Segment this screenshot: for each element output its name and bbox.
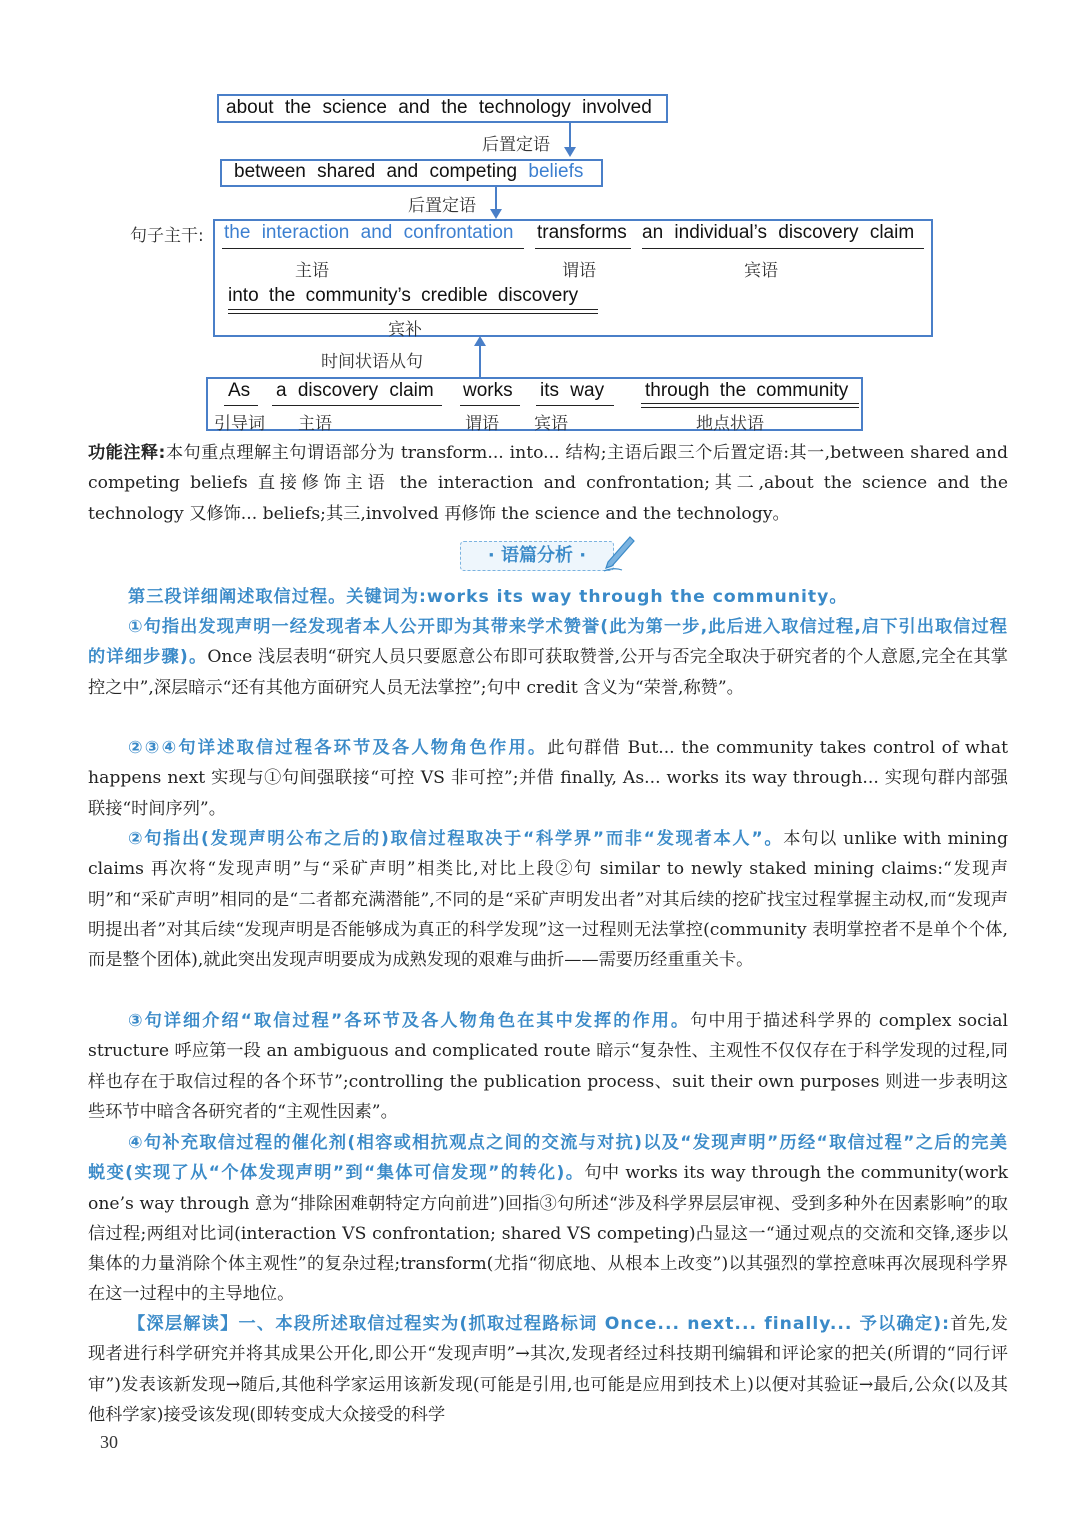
paragraph-3-highlight: ②句指出(发现声明公布之后的)取信过程取决于“科学界”而非“发现者本人”。 — [128, 829, 784, 849]
clause-subject: a discovery claim — [276, 380, 434, 401]
arrow-3 — [479, 345, 481, 377]
paragraph-1-highlight: ①句指出发现声明一经发现者本人公开即为其带来学术赞誉(此为第一步,此后进入取信过程,启下引出取信过程的详细步骤)。 — [88, 617, 1008, 668]
paragraph-intro — [88, 582, 1008, 612]
paragraph-deep — [88, 1309, 1008, 1430]
paragraph-1-text: Once 浅层表明“研究人员只要愿意公布即可获取赞誉,公开与否完全取决于研究者的个人意愿,完全在其掌控之中”,深层暗示“还有其他方面研究人员无法掌控”;句中 credit 含义为“荣誉,称赞”。 — [88, 647, 1008, 698]
predicate-underline — [535, 248, 631, 249]
pen-icon — [600, 534, 636, 574]
label-clause-adverbial: 地点状语 — [696, 414, 764, 434]
label-clause-subject: 主语 — [298, 414, 332, 434]
paragraph-deep-highlight: 【深层解读】一、本段所述取信过程实为(抓取过程路标词 Once... next... finally... 予以确定): — [128, 1314, 951, 1334]
label-complement: 宾补 — [388, 320, 422, 340]
clause-as: As — [228, 380, 251, 401]
arrow-2-head — [490, 209, 502, 219]
paragraph-3-text: 本句以 unlike with mining claims 再次将“发现声明”与“采矿声明”相类比,对比上段②句 similar to newly staked mining claims:“发现声明”和“采矿声明”相同的是“二者都充满潜能”,不同的是“采矿声明发出者”对其后续的挖矿找宝过程掌握主动权,而“发现声明提出者”对其后续“发现声明是否能够成为真正的科学发现”这一过程则无法掌控(community 表明掌控者不是单个个体,而是整个团体),就此突出发现声明要成为成熟发现的艰难与曲折——需要历经重重关卡。 — [88, 829, 1009, 971]
arrow-1 — [569, 123, 571, 148]
label-subject: 主语 — [295, 261, 329, 281]
phrase-between-highlight: beliefs — [528, 161, 584, 182]
label-conj: 引导词 — [214, 414, 265, 434]
paragraph-4-text: 句中用于描述科学界的 complex social structure 呼应第一段 an ambiguous and complicated route 暗示“复杂性、主观性不仅仅存在于科学发现的过程,同样也存在于取信过程的各个环节”;controlling the publication process、suit their own purposes 则进一步表明这些环节中暗含各研究者的“主观性因素”。 — [88, 1011, 1008, 1122]
paragraph-2-text: 此句群借 But... the community takes control of what happens next 实现与①句间强联接“可控 VS 非可控”;并借 finally, As... works its way through... 实现句群内部强联接“时间序列”。 — [88, 738, 1008, 819]
clause-obj-underline — [536, 405, 614, 406]
label-clause-predicate: 谓语 — [465, 414, 499, 434]
clause-subj-underline — [272, 405, 442, 406]
paragraph-4-highlight: ③句详细介绍“取信过程”各环节及各人物角色在其中发挥的作用。 — [128, 1011, 691, 1031]
paragraph-2-highlight: ②③④句详述取信过程各环节及各人物角色作用。 — [128, 738, 548, 758]
paragraph-deep-text: 首先,发现者进行科学研究并将其成果公开化,即公开“发现声明”→其次,发现者经过科技期刊编辑和评论家的把关(所谓的“同行评审”)发表该新发现→随后,其他科学家运用该新发现(可能是引用,也可能是应用到技术上)以便对其验证→最后,公众(以及其他科学家)接受该发现(即转变成大众接受的科学 — [88, 1314, 1008, 1425]
paragraph-2 — [88, 733, 1008, 824]
label-clause: 时间状语从句 — [321, 352, 423, 372]
object-phrase: an individual’s discovery claim — [642, 222, 915, 243]
arrow-2 — [495, 187, 497, 210]
function-note-text: 本句重点理解主句谓语部分为 transform... into... 结构;主语后跟三个后置定语:其一,between shared and competing beliefs 直接修饰主语 the interaction and confrontation;其二,about the science and the technology 又修饰... beliefs;其三,involved 再修饰 the science and the technology。 — [88, 443, 1009, 524]
clause-object: its way — [540, 380, 605, 401]
function-note-head: 功能注释: — [88, 443, 166, 463]
paragraph-5 — [88, 1128, 1008, 1310]
label-post-attr-1: 后置定语 — [482, 135, 550, 155]
paragraph-3 — [88, 824, 1008, 975]
clause-adv-underline — [641, 403, 859, 408]
paragraph-5-text: 句中 works its way through the community(work one’s way through 意为“排除困难朝特定方向前进”)回指③句所述“涉及科学界层层审视、受到多种外在因素影响”的取信过程;两组对比词(interaction VS confrontation; shared VS competing)凸显这一“通过观点的交流和交锋,逐步以集体的力量消除个体主观性”的复杂过程;transform(尤指“彻底地、从根本上改变”)以其强烈的掌控意味再次展现科学界在这一过程中的主导地位。 — [88, 1163, 1008, 1305]
clause-as-underline — [224, 405, 258, 406]
phrase-between-text: between shared and competing — [234, 161, 518, 182]
paragraph-1 — [88, 612, 1008, 703]
label-object: 宾语 — [744, 261, 778, 281]
section-title: · 语篇分析 · — [460, 541, 614, 571]
clause-verb-underline — [460, 405, 520, 406]
phrase-about: about the science and the technology involved — [226, 97, 652, 118]
label-predicate: 谓语 — [562, 261, 596, 281]
arrow-3-head — [474, 336, 486, 346]
predicate-word: transforms — [537, 222, 627, 243]
phrase-between — [234, 161, 583, 183]
clause-verb: works — [463, 380, 513, 401]
function-note — [88, 438, 1008, 529]
clause-adverbial: through the community — [645, 380, 849, 401]
complement-underline — [228, 309, 598, 314]
subject-phrase: the interaction and confrontation — [224, 222, 514, 243]
label-main-clause: 句子主干: — [130, 226, 204, 246]
arrow-1-head — [564, 147, 576, 157]
label-clause-object: 宾语 — [534, 414, 568, 434]
label-post-attr-2: 后置定语 — [408, 196, 476, 216]
subject-underline — [222, 248, 524, 249]
paragraph-4 — [88, 1006, 1008, 1127]
complement-phrase: into the community’s credible discovery — [228, 285, 579, 306]
page-number: 30 — [100, 1432, 118, 1452]
paragraph-intro-text: 第三段详细阐述取信过程。关键词为:works its way through the community。 — [128, 587, 848, 607]
object-underline — [642, 248, 924, 249]
paragraph-5-highlight: ④句补充取信过程的催化剂(相容或相抗观点之间的交流与对抗)以及“发现声明”历经“取信过程”之后的完美蜕变(实现了从“个体发现声明”到“集体可信发现”的转化)。 — [88, 1133, 1008, 1184]
